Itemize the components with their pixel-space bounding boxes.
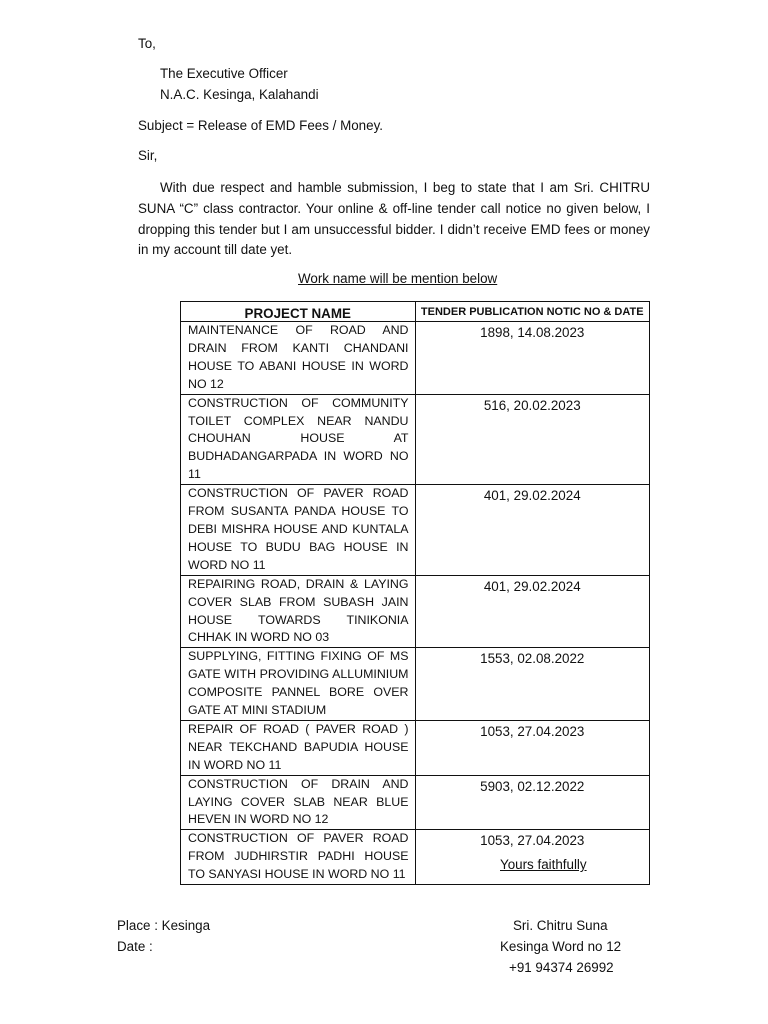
body-text: With due respect and hamble submission, I beg to state that I am Sri. CHITRU SUNA “C” class contractor. Your online & off-line tender call notice no given below, I dropping this tender but I am unsuccessful bidder. I didn’t receive EMD fees or money in my account till date yet. [138, 180, 650, 258]
project-name-cell: REPAIRING ROAD, DRAIN & LAYING COVER SLAB FROM SUBASH JAIN HOUSE TOWARDS TINIKONIA CHHAK IN WORD NO 03 [181, 575, 416, 648]
salutation-to: To, [138, 36, 156, 51]
project-name-cell: CONSTRUCTION OF COMMUNITY TOILET COMPLEX NEAR NANDU CHOUHAN HOUSE AT BUDHADANGARPADA IN WORD NO 11 [181, 394, 416, 485]
tender-notice-cell: 1898, 14.08.2023 [415, 322, 650, 395]
tender-notice-cell: 1053, 27.04.2023 [415, 830, 650, 885]
works-table [180, 301, 650, 885]
table-row [181, 720, 650, 775]
project-name-cell: MAINTENANCE OF ROAD AND DRAIN FROM KANTI CHANDANI HOUSE TO ABANI HOUSE IN WORD NO 12 [181, 322, 416, 395]
tender-notice-cell: 1553, 02.08.2022 [415, 648, 650, 721]
table-caption: Work name will be mention below [298, 271, 498, 286]
signer-address: Kesinga Word no 12 [500, 939, 622, 954]
signer-name: Sri. Chitru Suna [513, 918, 608, 933]
date-line: Date : [117, 939, 153, 954]
table-header-row [181, 302, 650, 322]
tender-notice-cell: 401, 29.02.2024 [415, 485, 650, 576]
project-name-cell: SUPPLYING, FITTING FIXING OF MS GATE WITH PROVIDING ALLUMINIUM COMPOSITE PANNEL BORE OVER GATE AT MINI STADIUM [181, 648, 416, 721]
tender-notice-cell: 516, 20.02.2023 [415, 394, 650, 485]
project-name-cell: CONSTRUCTION OF PAVER ROAD FROM SUSANTA PANDA HOUSE TO DEBI MISHRA HOUSE AND KUNTALA HOUSE TO BUDU BAG HOUSE IN WORD NO 11 [181, 485, 416, 576]
greeting: Sir, [138, 148, 158, 163]
project-name-cell: CONSTRUCTION OF PAVER ROAD FROM JUDHIRSTIR PADHI HOUSE TO SANYASI HOUSE IN WORD NO 11 [181, 830, 416, 885]
valediction: Yours faithfully [500, 857, 587, 872]
header-project-name: PROJECT NAME [181, 302, 416, 322]
recipient-line-2: N.A.C. Kesinga, Kalahandi [160, 87, 319, 102]
project-name-cell: CONSTRUCTION OF DRAIN AND LAYING COVER SLAB NEAR BLUE HEVEN IN WORD NO 12 [181, 775, 416, 830]
project-name-cell: REPAIR OF ROAD ( PAVER ROAD ) NEAR TEKCHAND BAPUDIA HOUSE IN WORD NO 11 [181, 720, 416, 775]
table-row [181, 648, 650, 721]
body-paragraph [138, 178, 650, 261]
header-tender-notice: TENDER PUBLICATION NOTIC NO & DATE [415, 302, 650, 322]
tender-notice-cell: 5903, 02.12.2022 [415, 775, 650, 830]
tender-notice-cell: 401, 29.02.2024 [415, 575, 650, 648]
table-row [181, 485, 650, 576]
subject-line: Subject = Release of EMD Fees / Money. [138, 118, 383, 133]
table-row [181, 575, 650, 648]
table-row [181, 394, 650, 485]
table-row [181, 775, 650, 830]
place-line: Place : Kesinga [117, 918, 211, 933]
recipient-line-1: The Executive Officer [160, 66, 288, 81]
tender-notice-cell: 1053, 27.04.2023 [415, 720, 650, 775]
table-row [181, 322, 650, 395]
signer-phone: +91 94374 26992 [509, 960, 614, 975]
